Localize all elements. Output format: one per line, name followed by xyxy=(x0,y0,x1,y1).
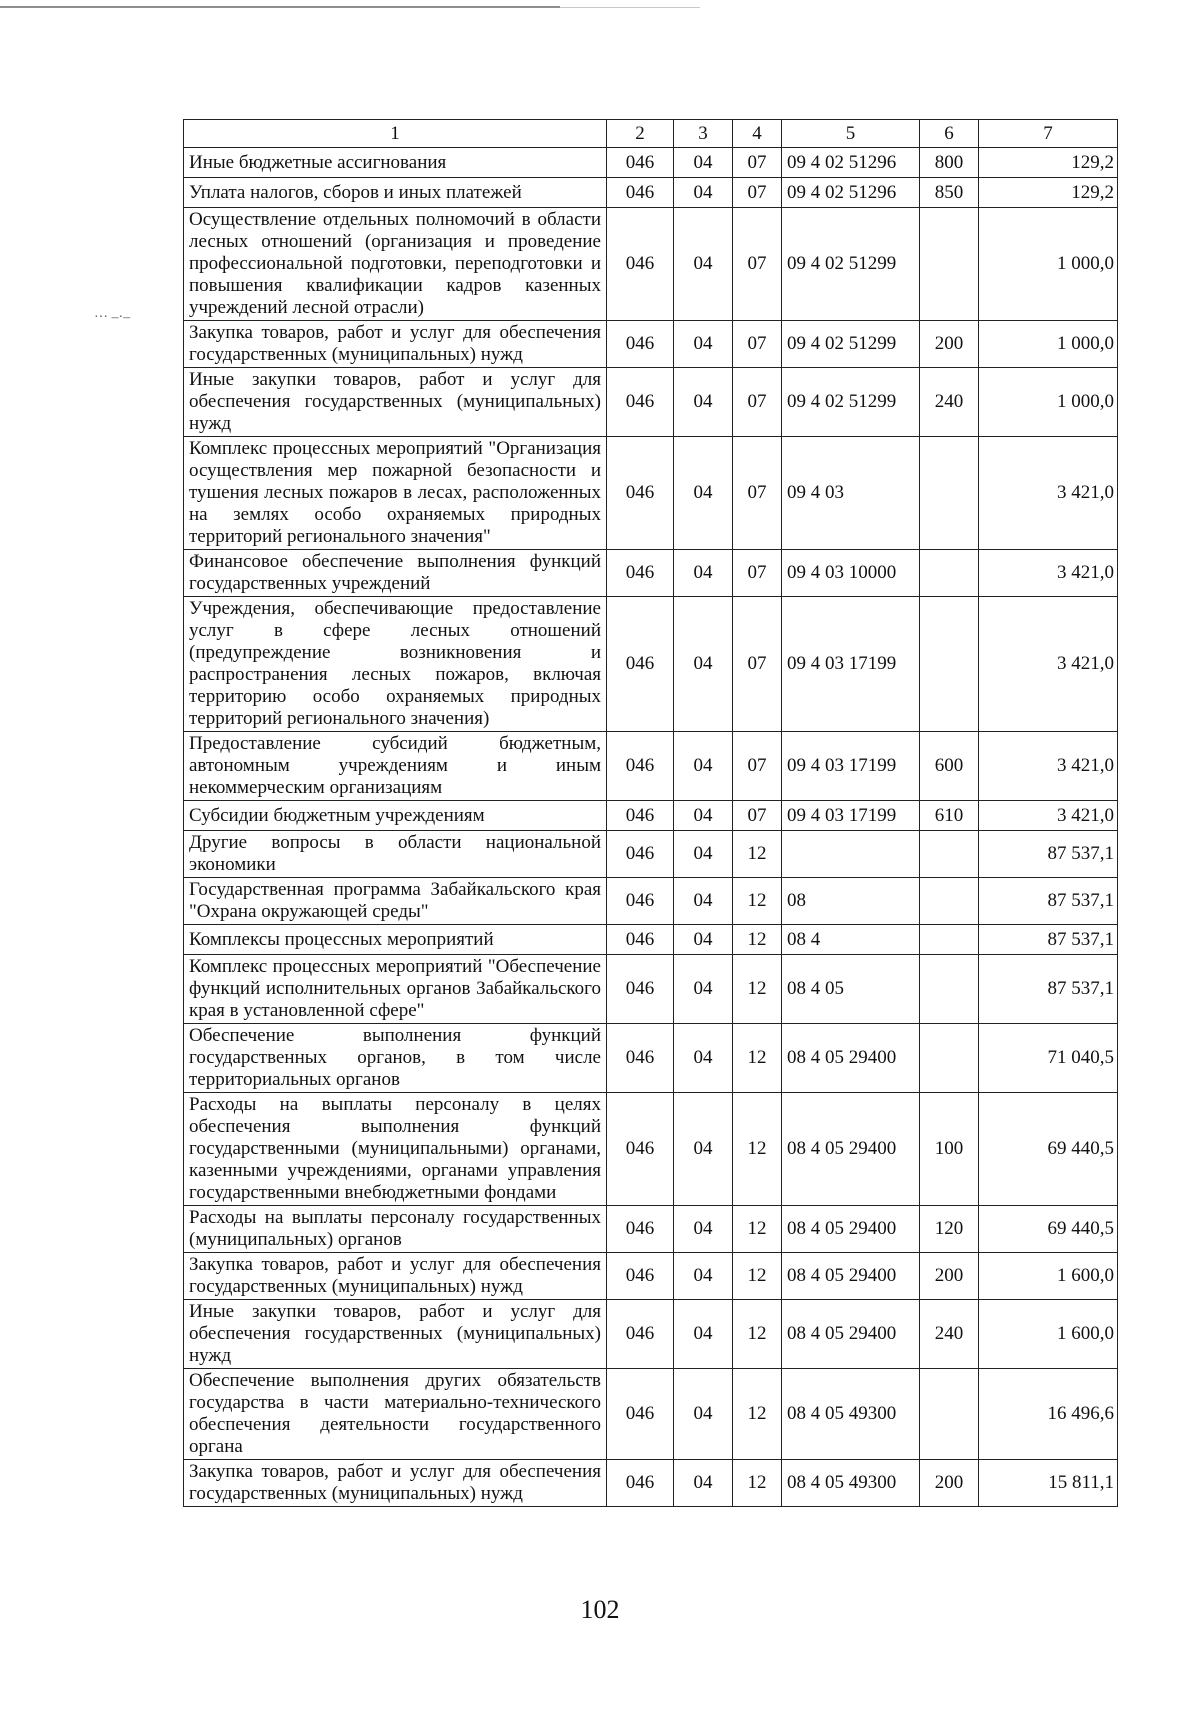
row-target-item: 09 4 02 51299 xyxy=(782,321,920,368)
row-target-item: 09 4 03 10000 xyxy=(782,550,920,597)
row-amount: 87 537,1 xyxy=(979,878,1118,925)
row-expense-type: 240 xyxy=(920,1300,979,1369)
col-header-7: 7 xyxy=(979,120,1118,148)
table-row xyxy=(184,597,1118,732)
row-amount: 87 537,1 xyxy=(979,925,1118,955)
table-body xyxy=(184,148,1118,1507)
row-section: 04 xyxy=(674,732,733,801)
table-row xyxy=(184,732,1118,801)
row-subsection: 12 xyxy=(733,1206,782,1253)
table-row xyxy=(184,321,1118,368)
row-name: Обеспечение выполнения других обязательств государства в части материально-технического обеспечения деятельности государственного органа xyxy=(184,1369,607,1460)
row-admin-code: 046 xyxy=(607,178,674,208)
row-amount: 87 537,1 xyxy=(979,831,1118,878)
row-amount: 3 421,0 xyxy=(979,437,1118,550)
row-amount: 1 000,0 xyxy=(979,321,1118,368)
row-admin-code: 046 xyxy=(607,1460,674,1507)
row-subsection: 07 xyxy=(733,148,782,178)
row-section: 04 xyxy=(674,321,733,368)
row-expense-type xyxy=(920,1024,979,1093)
row-subsection: 12 xyxy=(733,925,782,955)
budget-table xyxy=(183,119,1118,1507)
row-expense-type: 600 xyxy=(920,732,979,801)
scan-speck: ··· –·– xyxy=(94,310,131,325)
row-subsection: 12 xyxy=(733,1024,782,1093)
row-expense-type xyxy=(920,550,979,597)
row-amount: 1 000,0 xyxy=(979,208,1118,321)
row-name: Иные закупки товаров, работ и услуг для обеспечения государственных (муниципальных) нужд xyxy=(184,368,607,437)
row-name: Государственная программа Забайкальского края "Охрана окружающей среды" xyxy=(184,878,607,925)
table-row xyxy=(184,1460,1118,1507)
row-subsection: 12 xyxy=(733,878,782,925)
table-row xyxy=(184,550,1118,597)
row-name: Уплата налогов, сборов и иных платежей xyxy=(184,178,607,208)
row-section: 04 xyxy=(674,831,733,878)
row-admin-code: 046 xyxy=(607,148,674,178)
row-section: 04 xyxy=(674,1369,733,1460)
row-amount: 3 421,0 xyxy=(979,801,1118,831)
table-row xyxy=(184,831,1118,878)
row-name: Комплекс процессных мероприятий "Организация осуществления мер пожарной безопасности и тушения лесных пожаров в лесах, расположенных на землях особо охраняемых природных территорий регионального значения" xyxy=(184,437,607,550)
table-header-row xyxy=(184,120,1118,148)
scan-edge-line-faint xyxy=(560,7,700,8)
row-name: Другие вопросы в области национальной экономики xyxy=(184,831,607,878)
row-subsection: 07 xyxy=(733,368,782,437)
row-amount: 3 421,0 xyxy=(979,732,1118,801)
row-target-item: 08 4 05 29400 xyxy=(782,1024,920,1093)
row-admin-code: 046 xyxy=(607,801,674,831)
row-name: Учреждения, обеспечивающие предоставление услуг в сфере лесных отношений (предупреждение возникновения и распространения лесных пожаров, включая территорию особо охраняемых природных территорий регионального значения) xyxy=(184,597,607,732)
table-row xyxy=(184,148,1118,178)
row-section: 04 xyxy=(674,1460,733,1507)
row-amount: 129,2 xyxy=(979,178,1118,208)
row-subsection: 07 xyxy=(733,208,782,321)
row-amount: 69 440,5 xyxy=(979,1206,1118,1253)
row-expense-type xyxy=(920,878,979,925)
col-header-6: 6 xyxy=(920,120,979,148)
row-expense-type: 200 xyxy=(920,1460,979,1507)
row-target-item: 09 4 02 51299 xyxy=(782,208,920,321)
table-row xyxy=(184,1253,1118,1300)
row-admin-code: 046 xyxy=(607,1024,674,1093)
row-name: Финансовое обеспечение выполнения функций государственных учреждений xyxy=(184,550,607,597)
row-amount: 1 000,0 xyxy=(979,368,1118,437)
row-admin-code: 046 xyxy=(607,321,674,368)
row-amount: 129,2 xyxy=(979,148,1118,178)
row-target-item: 09 4 02 51296 xyxy=(782,148,920,178)
row-admin-code: 046 xyxy=(607,878,674,925)
row-expense-type: 610 xyxy=(920,801,979,831)
row-subsection: 07 xyxy=(733,178,782,208)
row-admin-code: 046 xyxy=(607,831,674,878)
row-subsection: 12 xyxy=(733,1369,782,1460)
col-header-3: 3 xyxy=(674,120,733,148)
row-admin-code: 046 xyxy=(607,1253,674,1300)
scan-edge-line xyxy=(0,6,560,8)
row-expense-type xyxy=(920,597,979,732)
row-amount: 69 440,5 xyxy=(979,1093,1118,1206)
row-admin-code: 046 xyxy=(607,208,674,321)
row-name: Закупка товаров, работ и услуг для обеспечения государственных (муниципальных) нужд xyxy=(184,1460,607,1507)
row-target-item: 08 4 05 29400 xyxy=(782,1093,920,1206)
row-admin-code: 046 xyxy=(607,437,674,550)
row-admin-code: 046 xyxy=(607,925,674,955)
row-subsection: 12 xyxy=(733,955,782,1024)
table-row xyxy=(184,1369,1118,1460)
row-section: 04 xyxy=(674,955,733,1024)
row-target-item: 09 4 03 xyxy=(782,437,920,550)
row-expense-type: 800 xyxy=(920,148,979,178)
col-header-1: 1 xyxy=(184,120,607,148)
row-subsection: 12 xyxy=(733,1253,782,1300)
table-row xyxy=(184,208,1118,321)
row-section: 04 xyxy=(674,368,733,437)
row-target-item: 08 4 05 49300 xyxy=(782,1369,920,1460)
row-subsection: 12 xyxy=(733,1300,782,1369)
row-expense-type xyxy=(920,925,979,955)
row-name: Осуществление отдельных полномочий в области лесных отношений (организация и проведение профессиональной подготовки, переподготовки и повышения квалификации кадров казенных учреждений лесной отрасли) xyxy=(184,208,607,321)
row-target-item: 08 xyxy=(782,878,920,925)
table-row xyxy=(184,1300,1118,1369)
row-admin-code: 046 xyxy=(607,550,674,597)
row-amount: 1 600,0 xyxy=(979,1300,1118,1369)
table-row xyxy=(184,801,1118,831)
page-number: 102 xyxy=(580,1595,620,1624)
row-admin-code: 046 xyxy=(607,1093,674,1206)
row-name: Иные бюджетные ассигнования xyxy=(184,148,607,178)
row-target-item: 08 4 05 29400 xyxy=(782,1300,920,1369)
row-subsection: 07 xyxy=(733,597,782,732)
row-subsection: 12 xyxy=(733,831,782,878)
table-row xyxy=(184,437,1118,550)
row-expense-type xyxy=(920,1369,979,1460)
row-name: Обеспечение выполнения функций государственных органов, в том числе территориальных органов xyxy=(184,1024,607,1093)
col-header-4: 4 xyxy=(733,120,782,148)
row-name: Предоставление субсидий бюджетным, автономным учреждениям и иным некоммерческим организациям xyxy=(184,732,607,801)
row-subsection: 12 xyxy=(733,1093,782,1206)
row-section: 04 xyxy=(674,1206,733,1253)
table-row xyxy=(184,1206,1118,1253)
table-row xyxy=(184,178,1118,208)
row-target-item: 09 4 03 17199 xyxy=(782,732,920,801)
row-amount: 71 040,5 xyxy=(979,1024,1118,1093)
row-subsection: 07 xyxy=(733,801,782,831)
row-section: 04 xyxy=(674,597,733,732)
col-header-2: 2 xyxy=(607,120,674,148)
row-admin-code: 046 xyxy=(607,1300,674,1369)
row-admin-code: 046 xyxy=(607,1369,674,1460)
table-row xyxy=(184,1093,1118,1206)
row-section: 04 xyxy=(674,1300,733,1369)
col-header-5: 5 xyxy=(782,120,920,148)
table-row xyxy=(184,368,1118,437)
row-amount: 3 421,0 xyxy=(979,550,1118,597)
row-expense-type: 850 xyxy=(920,178,979,208)
row-subsection: 07 xyxy=(733,732,782,801)
row-section: 04 xyxy=(674,878,733,925)
row-target-item: 08 4 05 29400 xyxy=(782,1206,920,1253)
row-section: 04 xyxy=(674,208,733,321)
row-target-item: 09 4 03 17199 xyxy=(782,597,920,732)
row-admin-code: 046 xyxy=(607,955,674,1024)
row-expense-type xyxy=(920,437,979,550)
row-expense-type xyxy=(920,831,979,878)
row-subsection: 07 xyxy=(733,321,782,368)
row-expense-type: 100 xyxy=(920,1093,979,1206)
row-target-item: 08 4 05 29400 xyxy=(782,1253,920,1300)
row-name: Закупка товаров, работ и услуг для обеспечения государственных (муниципальных) нужд xyxy=(184,321,607,368)
row-target-item: 08 4 xyxy=(782,925,920,955)
row-admin-code: 046 xyxy=(607,368,674,437)
row-name: Субсидии бюджетным учреждениям xyxy=(184,801,607,831)
row-amount: 1 600,0 xyxy=(979,1253,1118,1300)
row-admin-code: 046 xyxy=(607,597,674,732)
row-target-item: 08 4 05 49300 xyxy=(782,1460,920,1507)
row-section: 04 xyxy=(674,1253,733,1300)
table-row xyxy=(184,878,1118,925)
row-expense-type: 200 xyxy=(920,321,979,368)
row-section: 04 xyxy=(674,925,733,955)
row-target-item: 08 4 05 xyxy=(782,955,920,1024)
row-expense-type: 120 xyxy=(920,1206,979,1253)
row-subsection: 07 xyxy=(733,437,782,550)
row-amount: 15 811,1 xyxy=(979,1460,1118,1507)
row-name: Закупка товаров, работ и услуг для обеспечения государственных (муниципальных) нужд xyxy=(184,1253,607,1300)
row-target-item: 09 4 02 51299 xyxy=(782,368,920,437)
row-target-item xyxy=(782,831,920,878)
row-section: 04 xyxy=(674,148,733,178)
table-row xyxy=(184,925,1118,955)
table-row xyxy=(184,1024,1118,1093)
row-section: 04 xyxy=(674,178,733,208)
row-name: Иные закупки товаров, работ и услуг для обеспечения государственных (муниципальных) нужд xyxy=(184,1300,607,1369)
row-expense-type xyxy=(920,208,979,321)
row-name: Расходы на выплаты персоналу в целях обеспечения выполнения функций государственными (муниципальными) органами, казенными учреждениями, органами управления государственными внебюджетными фондами xyxy=(184,1093,607,1206)
row-subsection: 07 xyxy=(733,550,782,597)
row-section: 04 xyxy=(674,801,733,831)
row-admin-code: 046 xyxy=(607,1206,674,1253)
table-row xyxy=(184,955,1118,1024)
row-name: Комплекс процессных мероприятий "Обеспечение функций исполнительных органов Забайкальского края в установленной сфере" xyxy=(184,955,607,1024)
row-amount: 16 496,6 xyxy=(979,1369,1118,1460)
row-name: Комплексы процессных мероприятий xyxy=(184,925,607,955)
row-amount: 87 537,1 xyxy=(979,955,1118,1024)
row-name: Расходы на выплаты персоналу государственных (муниципальных) органов xyxy=(184,1206,607,1253)
row-amount: 3 421,0 xyxy=(979,597,1118,732)
row-expense-type: 240 xyxy=(920,368,979,437)
row-target-item: 09 4 02 51296 xyxy=(782,178,920,208)
row-admin-code: 046 xyxy=(607,732,674,801)
row-subsection: 12 xyxy=(733,1460,782,1507)
row-section: 04 xyxy=(674,1024,733,1093)
row-section: 04 xyxy=(674,550,733,597)
row-expense-type xyxy=(920,955,979,1024)
row-target-item: 09 4 03 17199 xyxy=(782,801,920,831)
row-section: 04 xyxy=(674,437,733,550)
row-section: 04 xyxy=(674,1093,733,1206)
row-expense-type: 200 xyxy=(920,1253,979,1300)
